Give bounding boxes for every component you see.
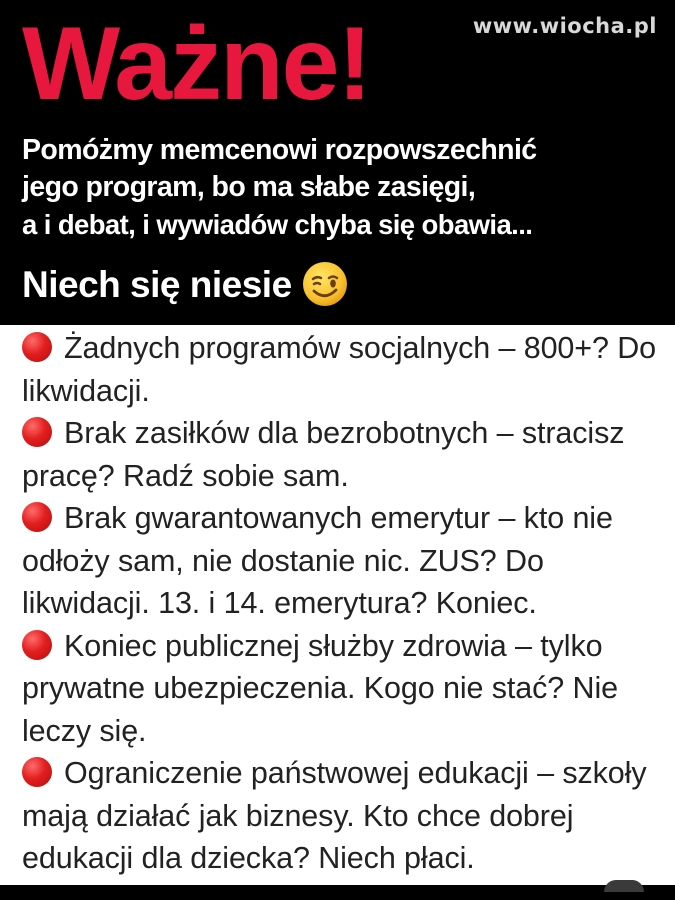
page-title: Ważne!: [22, 6, 371, 122]
red-circle-icon: [22, 757, 52, 787]
content-panel: [0, 325, 675, 885]
tagline: [22, 262, 348, 310]
bottom-bar: [0, 885, 675, 900]
list-item-text: Brak zasiłków dla bezrobotnych – stracisz pracę? Radź sobie sam.: [22, 416, 625, 493]
partial-emoji-icon: [604, 880, 644, 892]
list-item: [22, 412, 662, 497]
list-item-text: Brak gwarantowanych emerytur – kto nie odłoży sam, nie dostanie nic. ZUS? Do likwidacji. 13. i 14. emerytura? Koniec.: [22, 501, 613, 620]
red-circle-icon: [22, 502, 52, 532]
list-item-text: Żadnych programów socjalnych – 800+? Do likwidacji.: [22, 331, 657, 408]
subtitle-line: jego program, bo ma słabe zasięgi,: [22, 171, 476, 203]
list-item-text: Ograniczenie państwowej edukacji – szkoły mają działać jak biznesy. Kto chce dobrej edukacji dla dziecka? Niech płaci.: [22, 756, 647, 875]
red-circle-icon: [22, 630, 52, 660]
list-item: [22, 497, 662, 625]
winking-face-icon: [302, 261, 348, 307]
watermark: www.wiocha.pl: [472, 14, 657, 38]
bullet-list: [22, 327, 662, 880]
subtitle-line: a i debat, i wywiadów chyba się obawia...: [22, 209, 533, 240]
red-circle-icon: [22, 332, 52, 362]
list-item: [22, 625, 662, 753]
list-item-text: Koniec publicznej służby zdrowia – tylko prywatne ubezpieczenia. Kogo nie stać? Nie leczy się.: [22, 628, 619, 748]
list-item: [22, 327, 662, 412]
tagline-text: Niech się niesie: [22, 264, 292, 305]
subtitle: [22, 132, 662, 243]
red-circle-icon: [22, 417, 52, 447]
list-item: [22, 752, 662, 880]
subtitle-line: Pomóżmy memcenowi rozpowszechnić: [22, 134, 537, 166]
header-banner: [0, 0, 675, 325]
